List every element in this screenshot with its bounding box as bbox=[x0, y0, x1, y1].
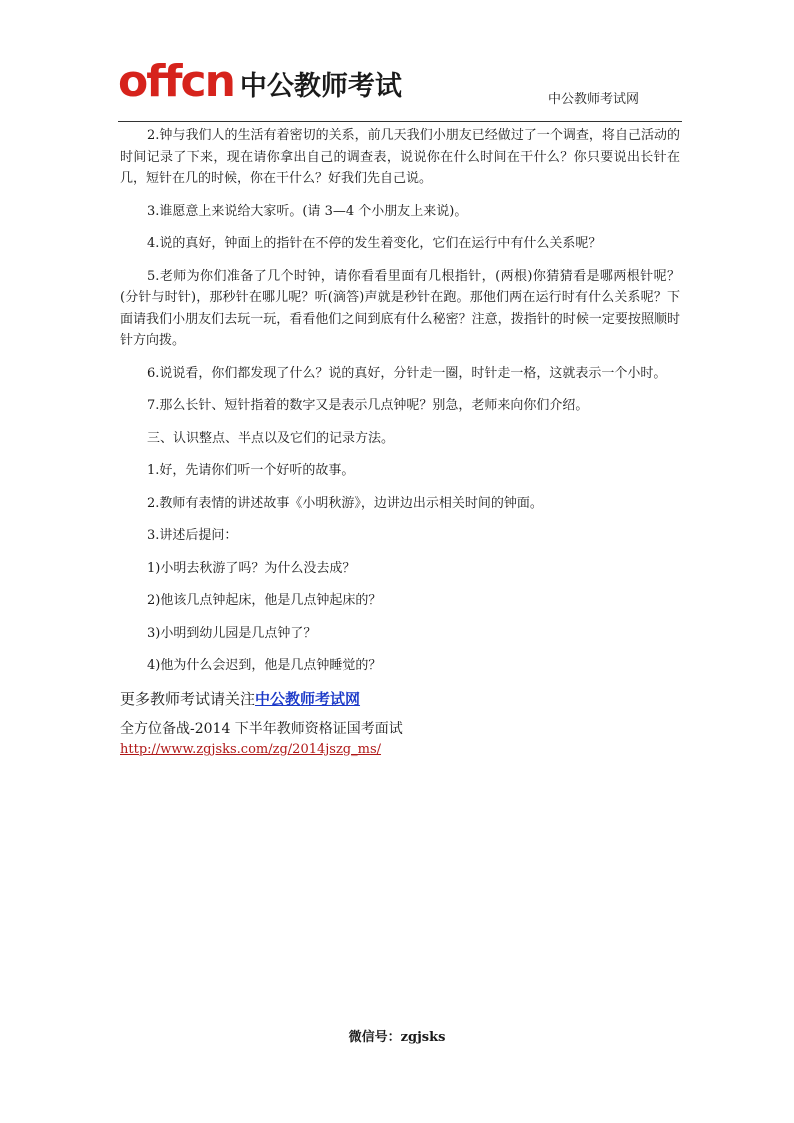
document-body bbox=[120, 125, 680, 760]
question-item: 1)小明去秋游了吗？为什么没去成？ bbox=[147, 560, 356, 576]
site-name: 中公教师考试网 bbox=[548, 92, 640, 107]
logo-chinese-text: 中公教师考试 bbox=[239, 71, 402, 102]
wechat-id: zgjsks bbox=[400, 1030, 446, 1045]
page-footer bbox=[0, 1026, 794, 1045]
question-item: 2)他该几点钟起床，他是几点钟起床的？ bbox=[147, 593, 382, 608]
page-header bbox=[118, 52, 682, 122]
paragraph: 1.好，先请你们听一个好听的故事。 bbox=[147, 463, 355, 478]
promo-link[interactable]: 中公教师考试网 bbox=[255, 689, 361, 708]
promo-block bbox=[120, 719, 680, 760]
promo-prefix: 更多教师考试请关注 bbox=[120, 689, 256, 708]
question-item: 4)他为什么会迟到，他是几点钟睡觉的？ bbox=[147, 658, 382, 673]
paragraph: 4.说的真好，钟面上的指针在不停的发生着变化，它们在运行中有什么关系呢？ bbox=[147, 236, 602, 251]
wechat-label: 微信号： bbox=[348, 1030, 401, 1045]
paragraph: 7.那么长针、短针指着的数字又是表示几点钟呢？别急，老师来向你们介绍。 bbox=[147, 398, 589, 413]
paragraph: 2.教师有表情的讲述故事《小明秋游》，边讲边出示相关时间的钟面。 bbox=[147, 495, 543, 511]
paragraph: 3.谁愿意上来说给大家听。(请 3—4 个小朋友上来说)。 bbox=[147, 203, 468, 219]
promo-url-link[interactable]: http://www.zgjsks.com/zg/2014jszg_ms/ bbox=[120, 741, 382, 757]
promo-title: 全方位备战-2014 下半年教师资格证国考面试 bbox=[120, 720, 403, 737]
section-heading: 三、认识整点、半点以及它们的记录方法。 bbox=[147, 430, 395, 446]
logo-english-text: offcn bbox=[118, 56, 234, 107]
paragraph: 2.钟与我们人的生活有着密切的关系，前几天我们小朋友已经做过了一个调查，将自己活动的时间记录了下来，现在请你拿出自己的调查表，说说你在什么时间在干什么？你只要说出长针在几，短针在几的时候，你在干什么？好我们先自己说。 bbox=[120, 128, 680, 186]
offcn-logo bbox=[118, 54, 402, 107]
paragraph: 5.老师为你们准备了几个时钟，请你看看里面有几根指针，(两根)你猜猜看是哪两根针呢？(分针与时针)，那秒针在哪儿呢？听(滴答)声就是秒针在跑。那他们两在运行时有什么关系呢？下面请我们小朋友们去玩一玩，看看他们之间到底有什么秘密？注意，拨指针的时候一定要按照顺时针方向拨。 bbox=[120, 268, 680, 348]
header-divider bbox=[118, 121, 682, 122]
paragraph: 3.讲述后提问： bbox=[147, 528, 238, 543]
question-item: 3)小明到幼儿园是几点钟了？ bbox=[147, 625, 317, 641]
promo-line bbox=[120, 688, 680, 710]
paragraph: 6.说说看，你们都发现了什么？说的真好，分针走一圈，时针走一格，这就表示一个小时。 bbox=[147, 365, 667, 381]
